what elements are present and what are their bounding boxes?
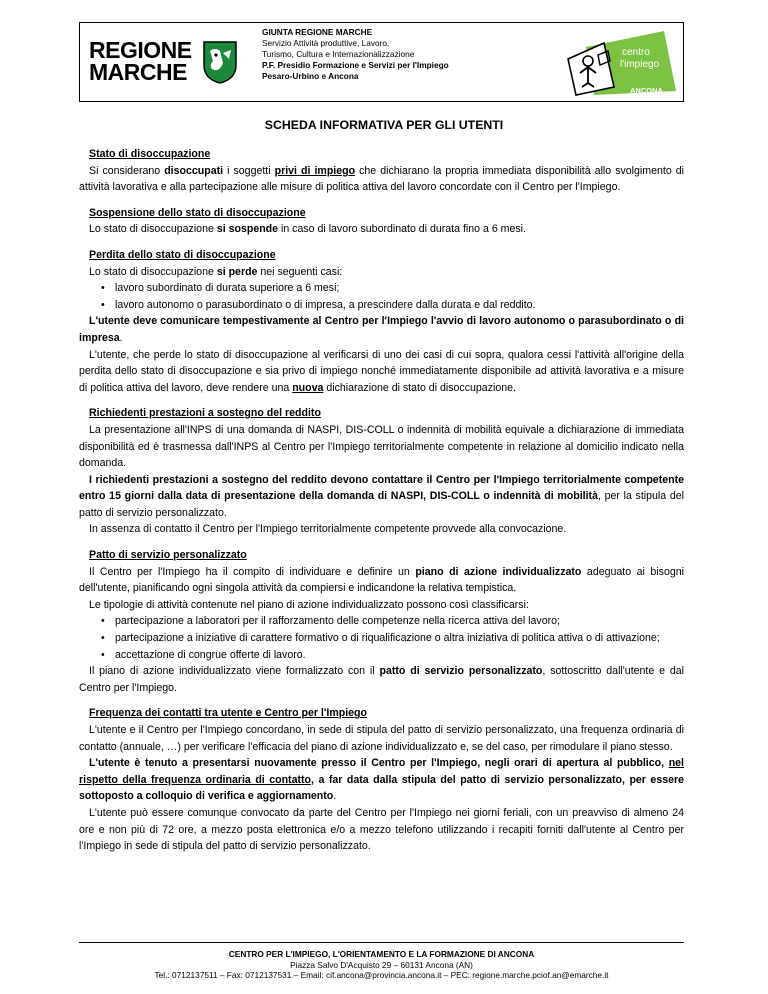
shield-icon	[201, 39, 239, 85]
bullet-list	[79, 280, 684, 313]
text-run: .	[333, 790, 337, 803]
paragraph: La presentazione all'INPS di una domanda di NASPI, DIS-COLL o indennità di mobilità equivale a dichiarazione di immediata disponibilità ed è trasmessa dall'INPS al Centro per l'Impiego territorialmente competente in relazione al domicilio indicato nella domanda.	[79, 423, 684, 470]
right-logo-line-2: l'impiego	[620, 59, 660, 70]
section-perdita	[79, 247, 684, 396]
regione-marche-logo	[89, 39, 254, 87]
text-run-bold-underline: nel rispetto della frequenza ordinaria di contatto	[79, 757, 684, 786]
page-footer	[79, 942, 684, 981]
paragraph	[79, 755, 684, 805]
section-patto-servizio	[79, 547, 684, 696]
list-item: • accettazione di congrue offerte di lavoro.	[79, 647, 684, 664]
text-run-bold: piano di azione individualizzato	[415, 565, 582, 578]
text-run: dichiarazione di stato di disoccupazione.	[323, 381, 516, 394]
org-line-1: Servizio Attività produttive, Lavoro,	[262, 38, 390, 48]
text-run: che dichiarano la propria immediata disponibilità allo svolgimento di attività lavorativa e alla partecipazione alle misure di politica attiva del lavoro concordate con il Centro per l'Impiego.	[79, 164, 684, 194]
paragraph	[79, 264, 684, 281]
paragraph: L'utente e il Centro per l'Impiego concordano, in sede di stipula del patto di servizio personalizzato, una frequenza ordinaria di contatto (annuale, …) per verificare l'efficacia del piano di azione individualizzato e, se del caso, per rimodulare il piano stesso.	[79, 724, 684, 753]
org-line-4: Pesaro-Urbino e Ancona	[262, 71, 359, 81]
bullet-list	[79, 613, 684, 663]
section-heading: Richiedenti prestazioni a sostegno del reddito	[89, 407, 321, 420]
section-prestazioni-reddito	[79, 405, 684, 538]
document-body	[79, 146, 684, 855]
text-run-bold: disoccupati	[164, 164, 224, 177]
page-title: SCHEDA INFORMATIVA PER GLI UTENTI	[264, 118, 504, 132]
list-item: • lavoro autonomo o parasubordinato o di impresa, a prescindere dalla durata e dal reddito.	[79, 297, 684, 314]
text-run: Lo stato di disoccupazione	[89, 223, 217, 236]
text-run: Si considerano	[89, 164, 165, 177]
paragraph	[79, 347, 684, 397]
text-run-bold: si sospende	[216, 223, 279, 236]
section-sospensione	[79, 205, 684, 238]
section-heading: Stato di disoccupazione	[89, 148, 211, 160]
logo-text	[89, 39, 192, 83]
right-logo-line-1: centro	[622, 47, 650, 58]
text-run: Il Centro per l'Impiego ha il compito di individuare e definire un	[89, 565, 416, 578]
section-heading: Frequenza dei contatti tra utente e Centro per l'Impiego	[89, 707, 367, 720]
footer-line-3: Tel.: 0712137511 – Fax: 0712137531 – Email: cif.ancona@provincia.ancona.it – PEC: regione.marche.pciof.an@emarche.it	[154, 970, 609, 980]
paragraph: L'utente può essere comunque convocato da parte del Centro per l'Impiego nei giorni feriali, con un preavviso di almeno 24 ore e non più di 72 ore, a mezzo posta elettronica e/o a mezzo telefono utilizzando i recapiti forniti dall'utente al Centro per l'Impiego in sede di stipula del patto di servizio personalizzato.	[79, 806, 684, 853]
text-run-bold: L'utente è tenuto a presentarsi nuovamente presso il Centro per l'Impiego, negli orari di apertura al pubblico,	[89, 757, 669, 770]
text-run: .	[119, 331, 123, 344]
text-run: L'utente, che perde lo stato di disoccupazione al verificarsi di uno dei casi di cui sopra, qualora cessi l'attività all'origine della perdita dello stato di disoccupazione e sia privo di impiego nonché immediatamente disponibile ad attività lavorativa e a misure di politica attiva del lavoro, deve rendere una	[79, 348, 684, 394]
section-heading: Patto di servizio personalizzato	[89, 549, 247, 562]
logo-line-2: MARCHE	[89, 59, 187, 85]
text-run-bold-underline: privi di impiego	[274, 164, 356, 177]
section-heading: Perdita dello stato di disoccupazione	[89, 248, 276, 261]
org-title: GIUNTA REGIONE MARCHE	[262, 27, 373, 37]
text-run: , per la stipula del patto di servizio personalizzato.	[79, 490, 685, 519]
text-run: Il piano di azione individualizzato viene formalizzato con il	[89, 665, 380, 678]
logo-line-1: REGIONE	[89, 37, 192, 63]
paragraph	[79, 663, 684, 696]
text-run: nei seguenti casi:	[257, 265, 343, 278]
centro-impiego-logo	[564, 29, 678, 97]
text-run-bold-underline: nuova	[292, 381, 324, 394]
footer-line-2: Piazza Salvo D'Acquisto 29 – 60131 Ancona (AN)	[290, 959, 473, 970]
text-run: adeguato ai bisogni dell'utente, pianificando ogni singola attività da compiersi e indicandone la relativa tempistica.	[79, 565, 684, 595]
org-line-3: P.F. Presidio Formazione e Servizi per l'Impiego	[262, 60, 449, 70]
paragraph: In assenza di contatto il Centro per l'Impiego territorialmente competente provvede alla convocazione.	[89, 523, 567, 536]
text-run: , sottoscritto dall'utente e dal Centro per l'Impiego.	[79, 665, 685, 694]
text-run: Lo stato di disoccupazione	[89, 265, 217, 278]
org-line-2: Turismo, Cultura e Internazionalizzazione	[262, 49, 415, 59]
section-frequenza-contatti	[79, 705, 684, 854]
text-run-bold: , a far data dalla stipula del patto di servizio personalizzato, per essere sottoposto a colloquio di verifica e aggiornamento	[79, 773, 685, 803]
text-run-bold: I richiedenti prestazioni a sostegno del reddito devono contattare il Centro per l'Impiego territorialmente competente entro 15 giorni dalla data di presentazione della domanda di NASPI, DIS-COLL o indennità di mobilità	[79, 473, 684, 503]
right-logo-city: ANCONA	[630, 86, 663, 95]
paragraph	[79, 163, 684, 196]
list-item: • lavoro subordinato di durata superiore a 6 mesi;	[79, 280, 684, 297]
paragraph	[79, 564, 684, 597]
text-run-bold: si perde	[216, 265, 258, 278]
list-item: • partecipazione a iniziative di carattere formativo o di riqualificazione o altra iniziativa di politica attiva o di attivazione;	[79, 630, 684, 647]
text-run: i soggetti	[223, 164, 275, 177]
section-heading: Sospensione dello stato di disoccupazione	[89, 206, 306, 219]
section-stato-disoccupazione	[79, 146, 684, 196]
letterhead	[79, 22, 684, 102]
paragraph	[79, 221, 684, 238]
footer-line-1: CENTRO PER L'IMPIEGO, L'ORIENTAMENTO E LA FORMAZIONE DI ANCONA	[228, 949, 535, 959]
paragraph	[79, 313, 684, 346]
text-run-bold: patto di servizio personalizzato	[379, 665, 543, 678]
organization-info	[262, 27, 449, 82]
paragraph: Le tipologie di attività contenute nel piano di azione individualizzato possono così classificarsi:	[89, 598, 529, 611]
text-run: in caso di lavoro subordinato di durata fino a 6 mesi.	[278, 223, 526, 236]
text-run-bold: L'utente deve comunicare tempestivamente al Centro per l'Impiego l'avvio di lavoro autonomo o parasubordinato o di impresa	[79, 315, 684, 344]
paragraph	[79, 472, 684, 522]
list-item: • partecipazione a laboratori per il rafforzamento delle competenze nella ricerca attiva del lavoro;	[79, 613, 684, 630]
